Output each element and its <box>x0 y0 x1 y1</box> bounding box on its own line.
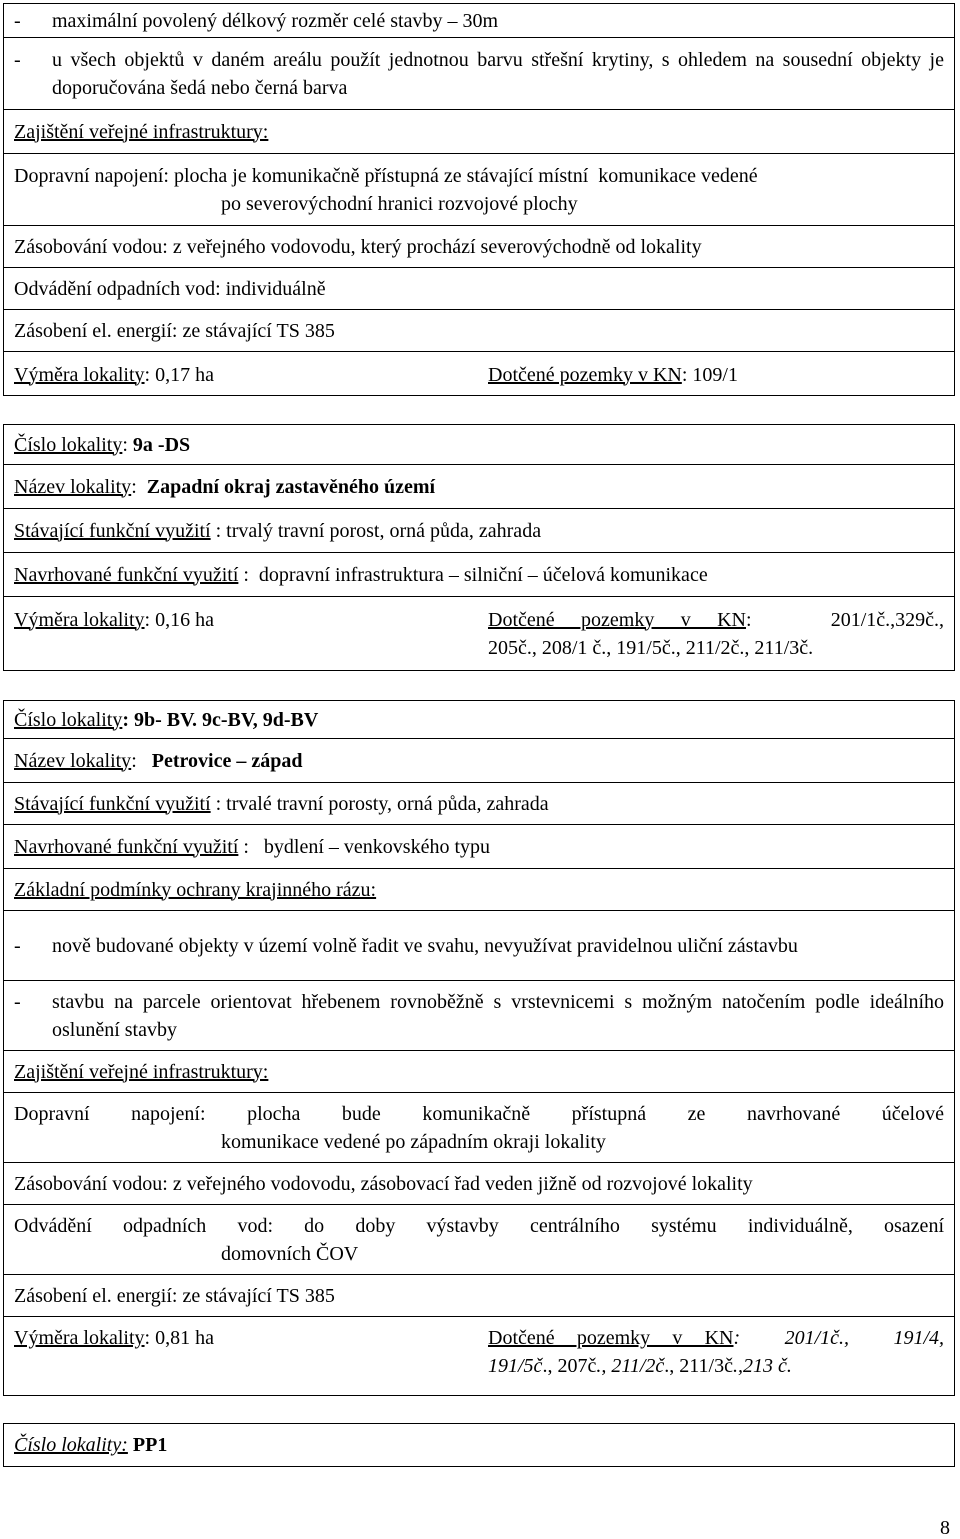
doprava-line2: komunikace vedené po západním okraji lokality <box>221 1130 606 1153</box>
row-stav <box>4 783 954 825</box>
row-navrh <box>4 553 954 597</box>
dash: - <box>14 990 21 1013</box>
stav-label: Stávající funkční využití <box>14 792 211 815</box>
row-bullet-1 <box>4 4 954 38</box>
row-stav <box>4 509 954 553</box>
navrh-value: : dopravní infrastruktura – silniční – účelová komunikace <box>238 563 708 586</box>
infra-heading: Zajištění veřejné infrastruktury: <box>14 120 269 143</box>
dash: - <box>14 9 21 32</box>
energie-text: Zásobení el. energií: ze stávající TS 385 <box>14 319 335 342</box>
odpad-line2: domovních ČOV <box>221 1242 359 1265</box>
bullet-text: maximální povolený délkový rozměr celé stavby – 30m <box>52 9 498 32</box>
pozemky-value: : 109/1 <box>681 363 738 386</box>
odpad-text: Odvádění odpadních vod: individuálně <box>14 277 326 300</box>
row-vymera <box>4 597 954 670</box>
bullet-text: u všech objektů v daném areálu použít jednotnou barvu střešní krytiny, s ohledem na sousední objekty je doporučována šedá nebo černá barva <box>52 48 944 99</box>
stav-value: : trvalé travní porosty, orná půda, zahrada <box>210 792 549 815</box>
cislo-label: Číslo lokality <box>14 433 123 456</box>
row-voda <box>4 1163 954 1205</box>
pozemky-part-d: ., 211/3č <box>664 1355 733 1377</box>
block-locality-previous <box>3 3 955 396</box>
row-doprava <box>4 1093 954 1163</box>
row-cislo <box>4 1424 954 1466</box>
block-locality-pp1 <box>3 1423 955 1467</box>
navrh-label: Navrhované funkční využití <box>14 563 239 586</box>
cislo-value: PP1 <box>127 1434 168 1456</box>
vymera-label: Výměra lokality <box>14 1327 145 1349</box>
row-energie <box>4 310 954 352</box>
pozemky-line2: 205č., 208/1 č., 191/5č., 211/2č., 211/3č. <box>488 636 814 659</box>
vymera-label: Výměra lokality <box>14 363 145 386</box>
cislo-value: 9a -DS <box>132 433 191 456</box>
block-locality-9a <box>3 424 955 671</box>
voda-text: Zásobování vodou: z veřejného vodovodu, který prochází severovýchodně od lokality <box>14 235 702 258</box>
block-locality-9b <box>3 700 955 1396</box>
navrh-value: : bydlení – venkovského typu <box>238 835 491 858</box>
cislo-sep: : <box>122 433 133 456</box>
row-bullet-1 <box>4 911 954 981</box>
row-vymera <box>4 352 954 397</box>
doprava-label: Dopravní napojení: <box>14 164 169 187</box>
row-nazev <box>4 465 954 509</box>
pozemky-part-e: .,213 č. <box>732 1355 792 1377</box>
pozemky-line1: : 201/1č., 191/4, <box>733 1327 945 1349</box>
bullet-text: nově budované objekty v území volně řadit ve svahu, nevyužívat pravidelnou uliční zástavbu <box>52 934 798 957</box>
nazev-label: Název lokality <box>14 749 132 772</box>
cislo-label: Číslo lokality <box>14 708 123 731</box>
row-infra-heading <box>4 1051 954 1093</box>
row-bullet-2 <box>4 38 954 110</box>
cislo-value: : 9b- BV. 9c-BV, 9d-BV <box>122 708 319 731</box>
nazev-sep: : <box>131 475 147 498</box>
pozemky-line1: : 201/1č.,329č., <box>745 608 944 631</box>
vymera-label: Výměra lokality <box>14 608 145 631</box>
pozemky-label: Dotčené pozemky v KN <box>488 363 682 386</box>
pozemky-part-b: ., 207č <box>542 1355 597 1377</box>
page-number: 8 <box>940 1517 950 1539</box>
row-cislo <box>4 701 954 739</box>
row-energie <box>4 1275 954 1317</box>
voda-text: Zásobování vodou: z veřejného vodovodu, zásobovací řad veden jižně od rozvojové lokality <box>14 1172 753 1195</box>
row-vymera <box>4 1317 954 1387</box>
vymera-value: : 0,17 ha <box>144 363 214 386</box>
doprava-line2: po severovýchodní hranici rozvojové plochy <box>221 192 578 215</box>
row-odpad <box>4 1205 954 1275</box>
row-voda <box>4 226 954 268</box>
odpad-line1: Odvádění odpadních vod: do doby výstavby centrálního systému individuálně, osazení <box>14 1214 944 1237</box>
vymera-value: : 0,81 ha <box>144 1327 214 1349</box>
dash: - <box>14 934 21 957</box>
pozemky-part-a: 191/5č <box>488 1355 543 1377</box>
pozemky-part-c: ., 211/2č <box>596 1355 665 1377</box>
doprava-line1: plocha bude komunikačně přístupná ze navrhované účelové <box>205 1102 944 1125</box>
stav-value: : trvalý travní porost, orná půda, zahrada <box>210 519 542 542</box>
row-navrh <box>4 825 954 869</box>
vymera-value: : 0,16 ha <box>144 608 214 631</box>
nazev-label: Název lokality <box>14 475 132 498</box>
row-podminky-heading <box>4 869 954 911</box>
bullet-text: stavbu na parcele orientovat hřebenem rovnoběžně s vrstevnicemi s možným natočením podle ideálního oslunění stavby <box>52 990 944 1041</box>
cislo-label: Číslo lokality: <box>14 1434 128 1456</box>
row-nazev <box>4 739 954 783</box>
row-doprava <box>4 154 954 226</box>
infra-heading: Zajištění veřejné infrastruktury: <box>14 1060 269 1083</box>
pozemky-label: Dotčené pozemky v KN <box>488 1327 734 1349</box>
nazev-sep: : <box>131 749 152 772</box>
nazev-value: Zapadní okraj zastavěného území <box>146 475 436 498</box>
doprava-label: Dopravní napojení: <box>14 1102 206 1125</box>
energie-text: Zásobení el. energií: ze stávající TS 385 <box>14 1284 335 1307</box>
podminky-heading: Základní podmínky ochrany krajinného rázu: <box>14 878 377 901</box>
pozemky-label: Dotčené pozemky v KN <box>488 608 746 631</box>
stav-label: Stávající funkční využití <box>14 519 211 542</box>
dash: - <box>14 48 21 71</box>
row-cislo <box>4 425 954 465</box>
doprava-line1: plocha je komunikačně přístupná ze stávající místní komunikace vedené <box>168 164 758 187</box>
row-infra-heading <box>4 110 954 154</box>
row-bullet-2 <box>4 981 954 1051</box>
row-odpad <box>4 268 954 310</box>
nazev-value: Petrovice – západ <box>151 749 303 772</box>
navrh-label: Navrhované funkční využití <box>14 835 239 858</box>
pozemky-line2 <box>488 1352 944 1380</box>
